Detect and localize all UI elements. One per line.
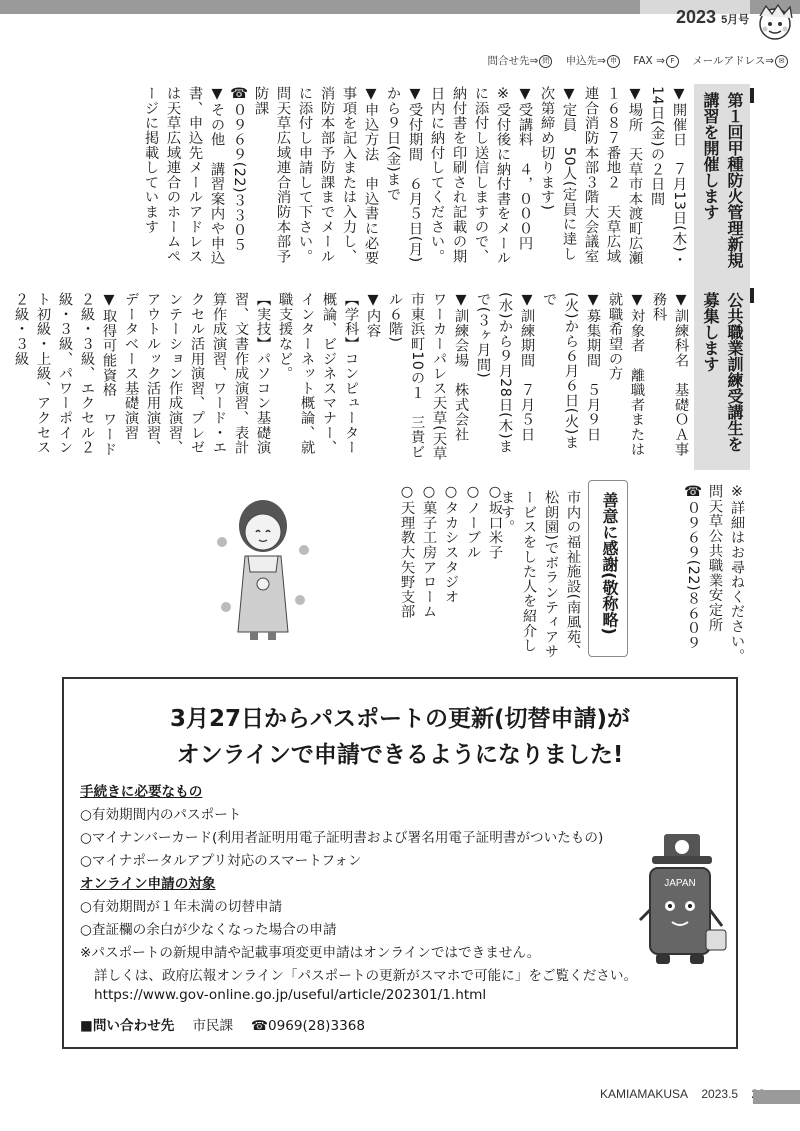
girl-illustration (208, 492, 318, 642)
fire-body (60, 86, 690, 272)
thanks-names (386, 484, 506, 654)
legend-inquiry: 問合せ先⇒ (487, 55, 539, 67)
job-detail-note: ※詳細はお尋ねください。 (729, 484, 745, 664)
job-content: ▼内容 (365, 292, 381, 339)
passport-mascot-icon (630, 830, 730, 970)
issue-year: 2023 (676, 7, 717, 27)
fire-other: ▼その他 講習案内や申込書、申込先メールアドレスは天草広域連合のホームページに掲載しています (143, 86, 225, 266)
job-heading: 公共職業訓練受講生を募集します (694, 284, 750, 470)
footer-bar (753, 1090, 800, 1104)
passport-contact (80, 1014, 365, 1034)
online-target-heading: オンライン申請の対象 (80, 876, 216, 892)
fire-tel: ☎０９６９(22)３３０５ (231, 86, 247, 253)
page-footer (600, 1087, 765, 1101)
inquiry-icon: 問 (539, 55, 552, 68)
thanks-heading: 善意に感謝(敬称略) (600, 492, 619, 635)
passport-detail: 詳しくは、政府広報オンライン「パスポートの更新がスマホで可能に」をご覧ください。 (94, 968, 638, 984)
required-item: ○マイナンバーカード(利用者証明用電子証明書および署名用電子証明書がついたもの) (80, 830, 604, 846)
job-recruit: ▼募集期間 ５月９日(火)から６月６日(火)まで (541, 292, 601, 450)
legend-mail: メールアドレス⇒ (692, 55, 774, 67)
footer-magazine: KAMIAMAKUSA (600, 1087, 689, 1101)
online-target-item: ○査証欄の余白が少なくなった場合の申請 (80, 922, 337, 938)
online-target-item: ○有効期間が１年未満の切替申請 (80, 899, 283, 915)
passport-url[interactable]: https://www.gov-online.go.jp/useful/article/202301/1.html (94, 987, 487, 1003)
thanks-intro: 市内の福祉施設(南風苑、松朗園)でボランティアサービスをした人を紹介します。 (499, 490, 581, 659)
required-items-heading: 手続きに必要なもの (80, 784, 203, 800)
thanks-name: ○タカシスタジオ (443, 484, 459, 605)
issue-label (676, 7, 749, 28)
thanks-name: ○ノーブル (465, 484, 481, 560)
fire-method: ▼申込方法 申込書に必要事項を記入または入力し、消防本部予防課までメールに添付し申請して下さい。 (297, 86, 379, 266)
required-item: ○有効期間内のパスポート (80, 807, 242, 823)
job-course: ▼訓練科名 基礎ＯＡ事務科 (651, 292, 689, 457)
fire-fee: ▼受講料 ４，０００円 ※受付後に納付書をメールに添付し送信しますので、納付書を印刷され記載の期日内に納付してください。 (429, 86, 533, 266)
fire-venue: ▼場所 天草市本渡町広瀬１６８７番地２ 天草広域連合消防本部３階大会議室 (583, 86, 643, 266)
required-item: ○マイナポータルアプリ対応のスマートフォン (80, 853, 362, 869)
fire-heading: 第１回甲種防火管理新規講習を開催します (694, 84, 750, 286)
contact-tel: ☎0969(28)3368 (251, 1018, 366, 1034)
fire-period: ▼受付期間 ６月５日(月)から９日(金)まで (385, 86, 423, 263)
fire-capacity: ▼定員 50人(定員に達し次第締め切ります) (539, 86, 577, 261)
thanks-name: ○坂口米子 (487, 484, 503, 560)
job-tel: ☎０９６９(22)８６０９ (685, 484, 701, 651)
contact-dept: 市民課 (192, 1018, 234, 1034)
fire-contact: 問天草広域連合消防本部予防課 (253, 86, 291, 264)
contact-label: ■問い合わせ先 (80, 1018, 175, 1034)
passport-title-line2: オンラインで申請できるようになりました! (176, 742, 624, 768)
mascot-icon (752, 2, 798, 46)
job-license: ▼取得可能資格 ワード２級・３級、エクセル２級・３級、パワーポイント初級・上級、アクセス２級・３級 (13, 292, 117, 457)
job-target: ▼対象者 離職者または就職希望の方 (607, 292, 645, 457)
fire-date: ▼開催日 ７月13日(木)・14日(金)の２日間 (649, 86, 687, 268)
issue-month: 5月号 (721, 14, 750, 26)
thanks-name: ○天理教大矢野支部 (399, 484, 415, 619)
job-training-period: ▼訓練期間 ７月５日(水)から９月28日(木)まで(３ヶ月間) (475, 292, 535, 454)
passport-title-line1: 3月27日からパスポートの更新(切替申請)が (169, 706, 631, 732)
passport-note: ※パスポートの新規申請や記載事項変更申請はオンラインではできません。 (80, 945, 541, 961)
legend-fax: FAX ⇒ (633, 55, 665, 67)
thanks-name: ○菓子工房アローム (421, 484, 437, 619)
apply-icon: 申 (607, 55, 620, 68)
symbol-legend (487, 53, 788, 68)
job-office: 問天草公共職業安定所 (707, 484, 723, 632)
job-practice: 【実技】パソコン基礎演習、文書作成演習、表計算作成演習、ワード・エクセル活用演習、プレゼンテーション作成演習、アウトルック活用演習、データベース基礎演習 (123, 292, 271, 455)
job-venue: ▼訓練会場 株式会社 ワーカーパレス天草(天草市東浜町10の１ 三貴ビル６階) (387, 292, 469, 461)
job-body (13, 292, 692, 462)
job-contact (668, 484, 748, 664)
footer-date: 2023.5 (701, 1087, 739, 1101)
legend-apply: 申込先⇒ (565, 55, 606, 67)
mail-icon: ✉ (775, 55, 788, 68)
job-lecture: 【学科】コンピューター概論、ビジネスマナー、インターネット概論、就職支援など。 (277, 292, 359, 455)
fax-icon: F (666, 55, 679, 68)
passport-badge-text: JAPAN (664, 878, 696, 889)
